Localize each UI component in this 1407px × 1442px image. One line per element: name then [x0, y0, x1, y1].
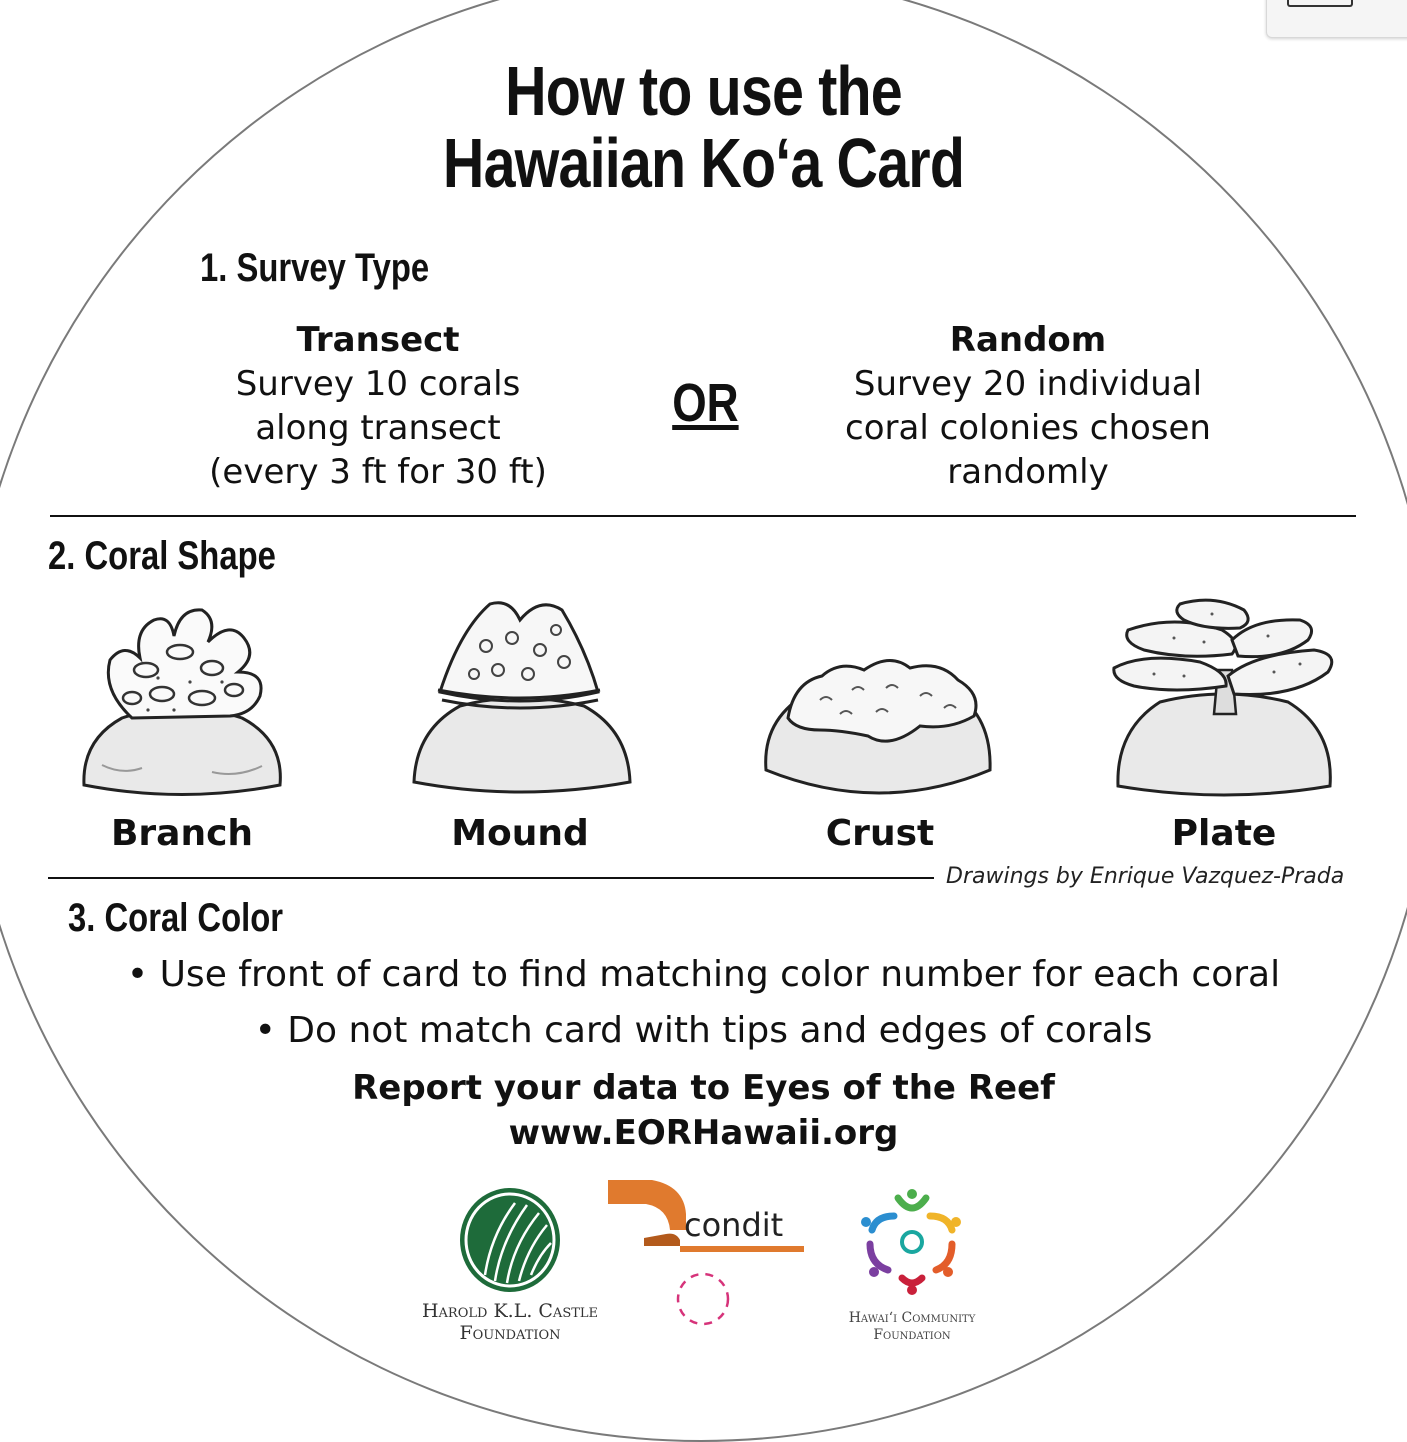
hcf-name-line: Foundation	[873, 1327, 951, 1343]
random-line: coral colonies chosen	[845, 408, 1211, 448]
random-title: Random	[949, 320, 1107, 360]
shape-label-branch: Branch	[110, 813, 254, 854]
mound-coral-icon	[400, 590, 640, 810]
transect-line: along transect	[255, 408, 501, 448]
drawings-credit: Drawings by Enrique Vazquez-Prada	[946, 864, 1345, 889]
random-line: randomly	[947, 452, 1109, 492]
tab-handle-icon	[1287, 0, 1353, 7]
hcf-name	[812, 1310, 1012, 1344]
section-divider	[48, 877, 934, 879]
page-title-line1: How to use the	[505, 52, 902, 130]
shape-label-mound: Mound	[451, 813, 589, 854]
plate-coral-icon	[1104, 590, 1344, 810]
coral-shape-heading: 2. Coral Shape	[48, 534, 276, 578]
castle-foundation-logo-icon	[455, 1185, 565, 1295]
survey-type-heading: 1. Survey Type	[200, 246, 430, 290]
hcf-name-line: Hawai‘i Community	[848, 1310, 976, 1326]
random-block	[808, 318, 1248, 494]
hawaii-community-foundation-logo-icon	[852, 1186, 972, 1296]
transect-line: (every 3 ft for 30 ft)	[209, 452, 547, 492]
shape-label-crust: Crust	[825, 813, 935, 854]
branch-coral-icon	[62, 590, 302, 810]
report-heading: Report your data to Eyes of the Reef	[352, 1068, 1055, 1108]
color-instruction-bullet: • Do not match card with tips and edges of corals	[254, 1010, 1153, 1051]
color-instruction-bullet: • Use front of card to find matching color number for each coral	[126, 954, 1281, 995]
condit-name: condit	[684, 1206, 784, 1244]
window-corner-tab[interactable]	[1266, 0, 1407, 38]
crust-coral-icon	[760, 590, 1000, 810]
section-divider	[50, 515, 1356, 517]
transect-block	[178, 318, 578, 494]
castle-name-line: Foundation	[459, 1322, 561, 1344]
random-line: Survey 20 individual	[853, 364, 1203, 404]
dashed-circle-icon	[674, 1270, 732, 1328]
or-label: OR	[672, 373, 739, 433]
report-url-link[interactable]: www.EORHawaii.org	[508, 1113, 899, 1153]
transect-title: Transect	[296, 320, 460, 360]
coral-color-heading: 3. Coral Color	[68, 896, 284, 940]
castle-name-line: Harold K.L. Castle	[421, 1300, 599, 1322]
page-title-line2: Hawaiian Ko‘a Card	[442, 124, 965, 202]
transect-line: Survey 10 corals	[235, 364, 521, 404]
shape-label-plate: Plate	[1171, 813, 1277, 854]
castle-foundation-name	[400, 1300, 620, 1344]
